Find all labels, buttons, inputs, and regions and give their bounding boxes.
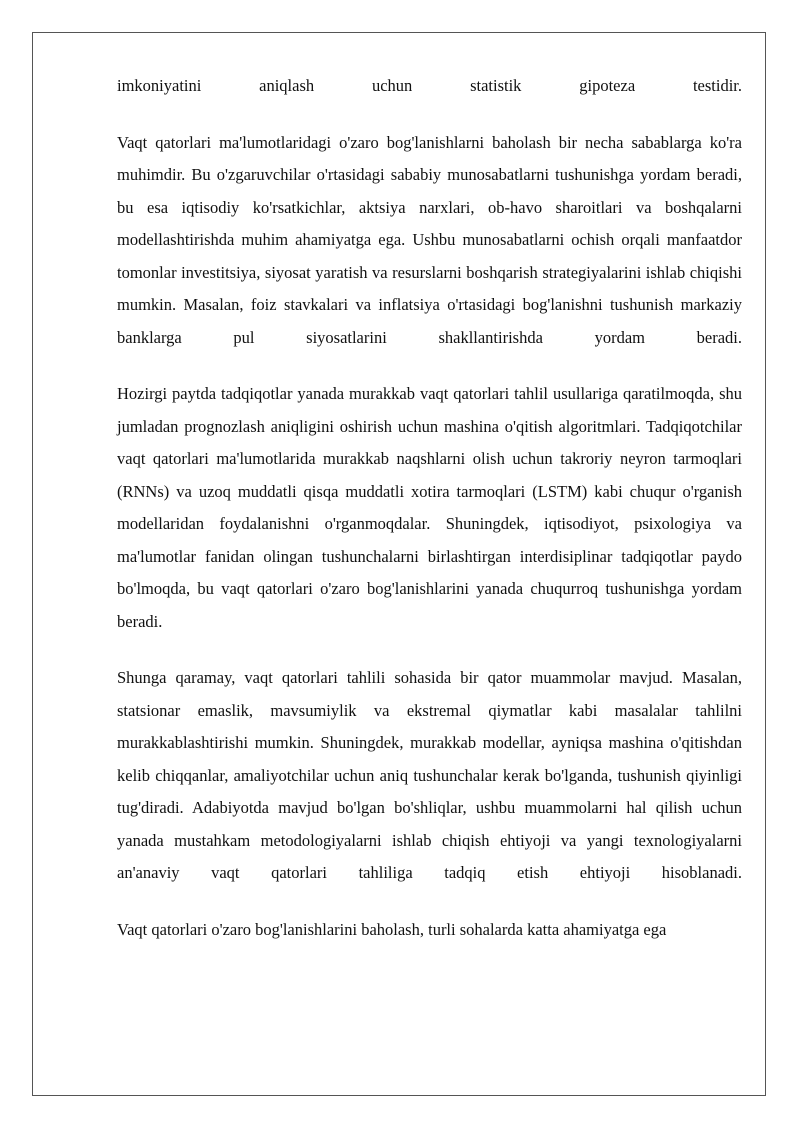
paragraph-5: Vaqt qatorlari o'zaro bog'lanishlarini baholash, turli sohalarda katta ahamiyatga ega [117, 919, 667, 939]
paragraph-1: imkoniyatini aniqlash uchun statistik gipoteza testidir. [117, 76, 742, 95]
paragraph-4: Shunga qaramay, vaqt qatorlari tahlili sohasida bir qator muammolar mavjud. Masalan, statsionar emaslik, mavsumiylik va ekstremal qiymatlar kabi masalalar tahlilni murakkablashtirishi mumkin. Shuningdek, murakkab modellar, ayniqsa mashina o'qitishdan kelib chiqqanlar, amaliyotchilar uchun aniq tushunchalar kerak bo'lganda, tushunish qiyinligi tug'diradi. Adabiyotda mavjud bo'lgan bo'shliqlar, ushbu muammolarni hal qilish uchun yanada mustahkam metodologiyalarni ishlab chiqish ehtiyoji va yangi texnologiyalarni an'anaviy vaqt qatorlari tahliliga tadqiq etish ehtiyoji hisoblanadi. [117, 668, 742, 882]
document-body [117, 70, 742, 970]
paragraph-2: Vaqt qatorlari ma'lumotlaridagi o'zaro bog'lanishlarni baholash bir necha sabablarga ko'ra muhimdir. Bu o'zgaruvchilar o'rtasidagi sababiy munosabatlarni tushunishga yordam beradi, bu esa iqtisodiy ko'rsatkichlar, aktsiya narxlari, ob-havo sharoitlari va boshqalarni modellashtirishda muhim ahamiyatga ega. Ushbu munosabatlarni ochish orqali manfaatdor tomonlar investitsiya, siyosat yaratish va resurslarni boshqarish strategiyalarini ishlab chiqishi mumkin. Masalan, foiz stavkalari va inflatsiya o'rtasidagi bog'lanishni tushunish markaziy banklarga pul siyosatlarini shakllantirishda yordam beradi. [117, 132, 742, 347]
paragraph-3: Hozirgi paytda tadqiqotlar yanada murakkab vaqt qatorlari tahlil usullariga qaratilmoqda, shu jumladan prognozlash aniqligini oshirish uchun mashina o'qitish algoritmlari. Tadqiqotchilar vaqt qatorlari ma'lumotlarida murakkab naqshlarni olish uchun takroriy neyron tarmoqlari (RNNs) va uzoq muddatli qisqa muddatli xotira tarmoqlari (LSTM) kabi chuqur o'rganish modellaridan foydalanishni o'rganmoqdalar. Shuningdek, iqtisodiyot, psixologiya va ma'lumotlar fanidan olingan tushunchalarni birlashtirgan interdisiplinar tadqiqotlar paydo bo'lmoqda, bu vaqt qatorlari o'zaro bog'lanishlarini yanada chuqurroq tushunishga yordam beradi. [117, 384, 742, 631]
